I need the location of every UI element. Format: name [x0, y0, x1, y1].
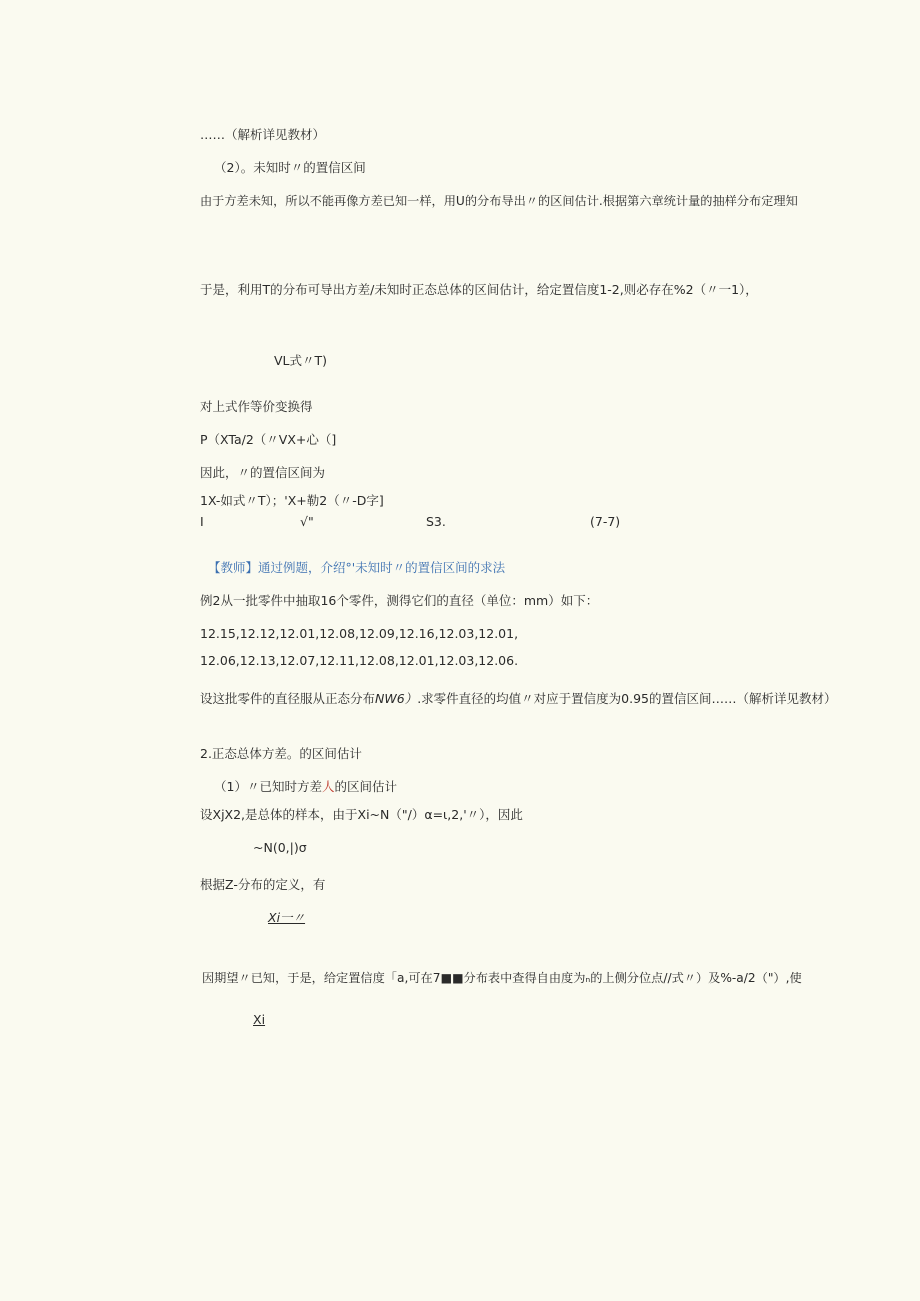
text-span: .求零件直径的均值〃对应于置信度为0.95的置信区间……（解析详见教材）	[417, 691, 837, 706]
formula-line: Xi一〃	[268, 910, 306, 925]
formula-fragment: S3.	[426, 514, 446, 529]
text-line: 由于方差未知，所以不能再像方差已知一样，用U的分布导出〃的区间估计.根据第六章统计量的抽样分布定理知	[200, 194, 798, 208]
example-heading: 例2从一批零件中抽取16个零件，测得它们的直径（单位：mm）如下：	[200, 593, 599, 608]
section-heading: 2.正态总体方差。的区间估计	[200, 746, 362, 761]
formula-line: P（XTa/2（〃VX+心（]	[200, 432, 337, 447]
section-heading: （2）。未知时〃的置信区间	[214, 160, 366, 175]
text-line: 对上式作等价变换得	[200, 399, 313, 414]
formula-line: Xi	[253, 1012, 266, 1027]
formula-line: VL式〃T)	[274, 353, 328, 368]
formula-fragment: I	[200, 514, 204, 529]
formula-line: 1X-如式〃T）；'X+勒2（〃-D字]	[200, 493, 384, 508]
data-line: 12.06,12.13,12.07,12.11,12.08,12.01,12.03,12.06.	[200, 653, 519, 668]
text-line: 于是，利用T的分布可导出方差/未知时正态总体的区间估计，给定置信度1-2,则必存在%2（〃一1），	[200, 282, 758, 297]
text-span: 设这批零件的直径服从正态分布	[200, 691, 376, 706]
text-span: 的区间估计	[334, 779, 397, 794]
formula-span: NW6）	[375, 691, 418, 706]
text-line: 根据Z-分布的定义，有	[200, 877, 326, 892]
text-line: 因期望〃已知，于是，给定置信度「a,可在7■■分布表中查得自由度为ₙ的上侧分位点//式〃）及%-a/2（"）,使	[202, 971, 802, 985]
text-line: 设XjX2,是总体的样本，由于Xi~N（"/）α=ι,2,'〃），因此	[200, 807, 523, 822]
subsection-heading	[214, 779, 397, 795]
data-line: 12.15,12.12,12.01,12.08,12.09,12.16,12.03,12.01,	[200, 626, 519, 641]
highlight-span: 人	[321, 779, 335, 794]
equation-number: (7-7)	[590, 514, 621, 529]
text-span: （1）〃已知时方差	[214, 779, 322, 794]
paragraph	[200, 686, 850, 712]
text-line: 因此，〃的置信区间为	[200, 465, 326, 480]
teacher-note: 【教师】通过例题，介绍°'未知时〃的置信区间的求法	[208, 560, 506, 575]
formula-fragment: √"	[300, 514, 314, 529]
text-line: ……（解析详见教材）	[200, 127, 326, 142]
formula-line: ~N(0,|)σ	[253, 840, 307, 855]
